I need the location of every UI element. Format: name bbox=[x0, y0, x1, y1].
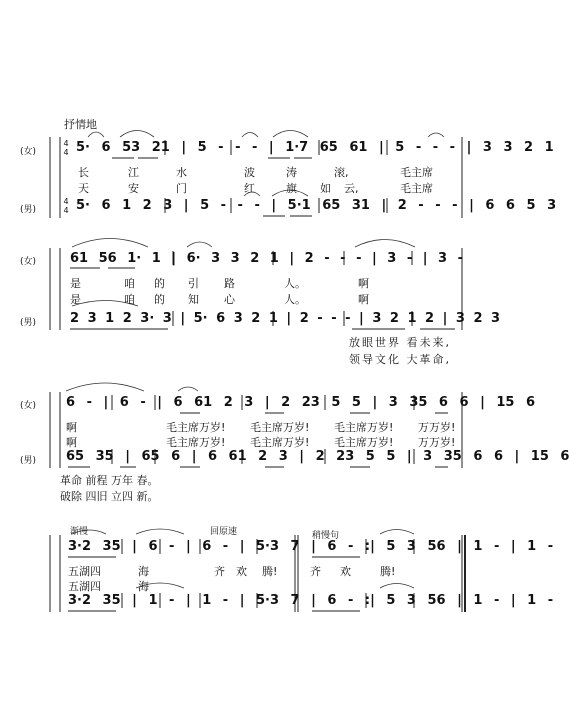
lyric: 是 bbox=[70, 293, 81, 306]
lyric: 海 bbox=[138, 565, 149, 578]
lyric: 毛主席万岁! bbox=[334, 436, 394, 449]
notes-lower: 65 35 | 65 6 | 6 61 2 3 | 2 23 5 5 | 3 35 6 6 | 15 6 bbox=[66, 449, 569, 464]
lyric: 毛主席万岁! bbox=[250, 436, 310, 449]
lyric: 的 bbox=[154, 277, 165, 290]
lyric: 咱 bbox=[124, 277, 135, 290]
lyric-verse: 破除 四旧 立四 新。 bbox=[60, 490, 159, 503]
notes-upper: 61 56 1· 1 | 6· 3 3 2 1 | 2 - - - | 3 - | 3 - bbox=[70, 251, 463, 266]
lyric: 江 bbox=[128, 166, 139, 179]
tempo-marking: 抒情地 bbox=[64, 118, 97, 131]
lyric: 齐 bbox=[214, 565, 225, 578]
notes-lower: 2 3 1 2 3· 3 | 5· 6 3 2 1 | 2 - - - | 3 2 1 2 | 3 2 3 bbox=[70, 311, 501, 326]
lyric: 毛主席万岁! bbox=[166, 421, 226, 434]
time-signature-top: 4 bbox=[63, 139, 69, 148]
lyric: 啊 bbox=[66, 421, 77, 434]
lyric: 毛主席 bbox=[400, 182, 433, 195]
notes-lower: 5· 6 1 2 3 | 5 - - - | 5·1 65 31 | 2 - - - | 6 6 5 3 bbox=[76, 198, 557, 213]
lyric: 如 bbox=[320, 182, 331, 195]
lyric-verse: 革命 前程 万年 春。 bbox=[60, 474, 159, 487]
lyric: 五湖四 bbox=[68, 580, 101, 593]
lyric: 啊 bbox=[358, 293, 369, 306]
time-signature-bottom: 4 bbox=[63, 206, 69, 215]
lyric: 涛 bbox=[286, 166, 297, 179]
lyric: 万万岁! bbox=[418, 436, 456, 449]
lyric: 门 bbox=[176, 182, 187, 195]
lyric: 咱 bbox=[124, 293, 135, 306]
lyric: 红 bbox=[244, 182, 255, 195]
lyric: 安 bbox=[128, 182, 139, 195]
lyric: 波 bbox=[244, 166, 255, 179]
lyric: 欢 bbox=[236, 565, 247, 578]
notes-upper: 3·2 35 | 6 - | 6 - | 5·3 7 | 6 - :| 5 3 56 | 1 - | 1 - bbox=[68, 539, 554, 554]
tempo-slower: 稍慢句 bbox=[312, 531, 340, 541]
part-label-male: (男) bbox=[20, 205, 37, 215]
part-label-male: (男) bbox=[20, 318, 37, 328]
lyric: 知 bbox=[188, 293, 199, 306]
tempo-a-tempo: 回原速 bbox=[210, 527, 238, 537]
lyric: 毛主席 bbox=[400, 166, 433, 179]
time-signature-top: 4 bbox=[63, 197, 69, 206]
lyric: 人。 bbox=[284, 293, 306, 306]
lyric-verse: 领导文化 大革命, bbox=[349, 353, 451, 366]
part-label-female: (女) bbox=[20, 147, 37, 157]
lyric: 引 bbox=[188, 277, 199, 290]
tempo-ritardando: 渐慢 bbox=[70, 527, 89, 537]
part-label-male: (男) bbox=[20, 456, 37, 466]
part-label-female: (女) bbox=[20, 257, 37, 267]
lyric: 长 bbox=[78, 166, 89, 179]
lyric: 是 bbox=[70, 277, 81, 290]
lyric: 毛主席万岁! bbox=[250, 421, 310, 434]
lyric: 万万岁! bbox=[418, 421, 456, 434]
notes-lower: 3·2 35 | 1 - | 1 - | 5·3 7 | 6 - :| 5 3 56 | 1 - | 1 - bbox=[68, 593, 554, 608]
lyric: 腾! bbox=[380, 565, 396, 578]
lyric: 啊 bbox=[358, 277, 369, 290]
lyric: 水 bbox=[176, 166, 187, 179]
lyric: 毛主席万岁! bbox=[334, 421, 394, 434]
lyric: 齐 bbox=[310, 565, 321, 578]
lyric: 心 bbox=[224, 293, 235, 306]
lyric-verse: 放眼世界 看未来, bbox=[349, 336, 451, 349]
time-signature-bottom: 4 bbox=[63, 148, 69, 157]
lyric: 旗 bbox=[286, 182, 297, 195]
lyric: 云, bbox=[344, 182, 359, 195]
lyric: 海 bbox=[138, 580, 149, 593]
lyric: 欢 bbox=[340, 565, 351, 578]
lyric: 啊 bbox=[66, 436, 77, 449]
lyric: 五湖四 bbox=[68, 565, 101, 578]
lyric: 天 bbox=[78, 182, 89, 195]
notes-upper: 5· 6 53 21 | 5 - - - | 1·7 65 61 | 5 - - - | 3 3 2 1 bbox=[76, 140, 554, 155]
lyric: 人。 bbox=[284, 277, 306, 290]
lyric: 毛主席万岁! bbox=[166, 436, 226, 449]
part-label-female: (女) bbox=[20, 401, 37, 411]
lyric: 路 bbox=[224, 277, 235, 290]
lyric: 滚, bbox=[334, 166, 349, 179]
notes-upper: 6 - | 6 - | 6 61 2 3 | 2 23 5 5 | 3 35 6 6 | 15 6 bbox=[66, 395, 536, 410]
lyric: 的 bbox=[154, 293, 165, 306]
lyric: 腾! bbox=[262, 565, 278, 578]
